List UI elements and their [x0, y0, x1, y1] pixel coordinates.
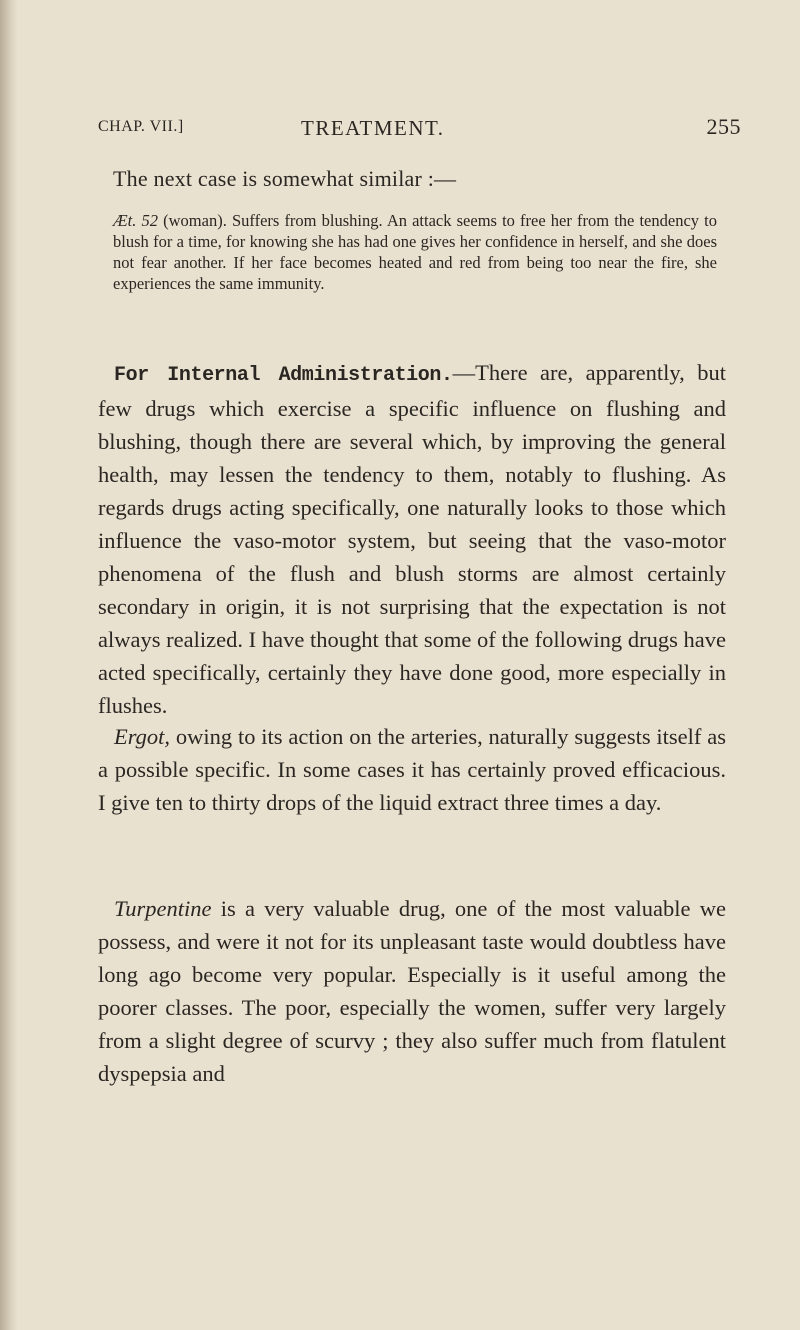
case-note: [113, 210, 717, 294]
paragraph-turpentine: [98, 892, 726, 1090]
page-number: 255: [706, 114, 741, 139]
section-heading: For Internal Administration.: [114, 364, 453, 387]
drug-name: Ergot,: [114, 724, 171, 749]
page-gutter-shadow: [0, 0, 18, 1330]
paragraph-text: —There are, apparently, but few drugs which exercise a specific influence on flushing and blushing, though there are several which, by improving the general health, may lessen the tendency to them, notably to flushing. As regards drugs acting specifically, one naturally looks to those which influence the vaso-motor system, but seeing that the vaso-motor phenomena of the flush and blush storms are almost certainly secondary in origin, it is not surprising that the expectation is not always realized. I have thought that some of the following drugs have acted specifically, certainly they have done good, more especially in flushes.: [98, 360, 726, 718]
running-head: [95, 80, 741, 140]
intro-line: The next case is somewhat similar :—: [113, 166, 457, 191]
running-title: TREATMENT.: [301, 116, 445, 140]
paragraph-ergot: [98, 720, 726, 819]
book-page: [95, 80, 741, 1086]
drug-name: Turpentine: [114, 896, 212, 921]
paragraph-text: owing to its action on the arteries, naturally suggests itself as a possible specific. In some cases it has certainly proved efficacious. I give ten to thirty drops of the liquid extract three times a day.: [98, 724, 726, 815]
chapter-label: CHAP. VII.]: [98, 118, 184, 135]
case-number: Æt. 52: [113, 211, 159, 230]
paragraph-text: is a very valuable drug, one of the most valuable we possess, and were it not for its unpleasant taste would doubtless have long ago become very popular. Especially is it useful among the poorer classes. The poor, especially the women, suffer very largely from a slight degree of scurvy ; they also suffer much from flatulent dyspepsia and: [98, 896, 726, 1086]
paragraph-internal-administration: [98, 356, 726, 722]
case-text: (woman). Suffers from blushing. An attack seems to free her from the tendency to blush for a time, for knowing she has had one gives her confidence in herself, and she does not fear another. If her face becomes heated and red from being too near the fire, she experiences the same immunity.: [113, 211, 717, 293]
